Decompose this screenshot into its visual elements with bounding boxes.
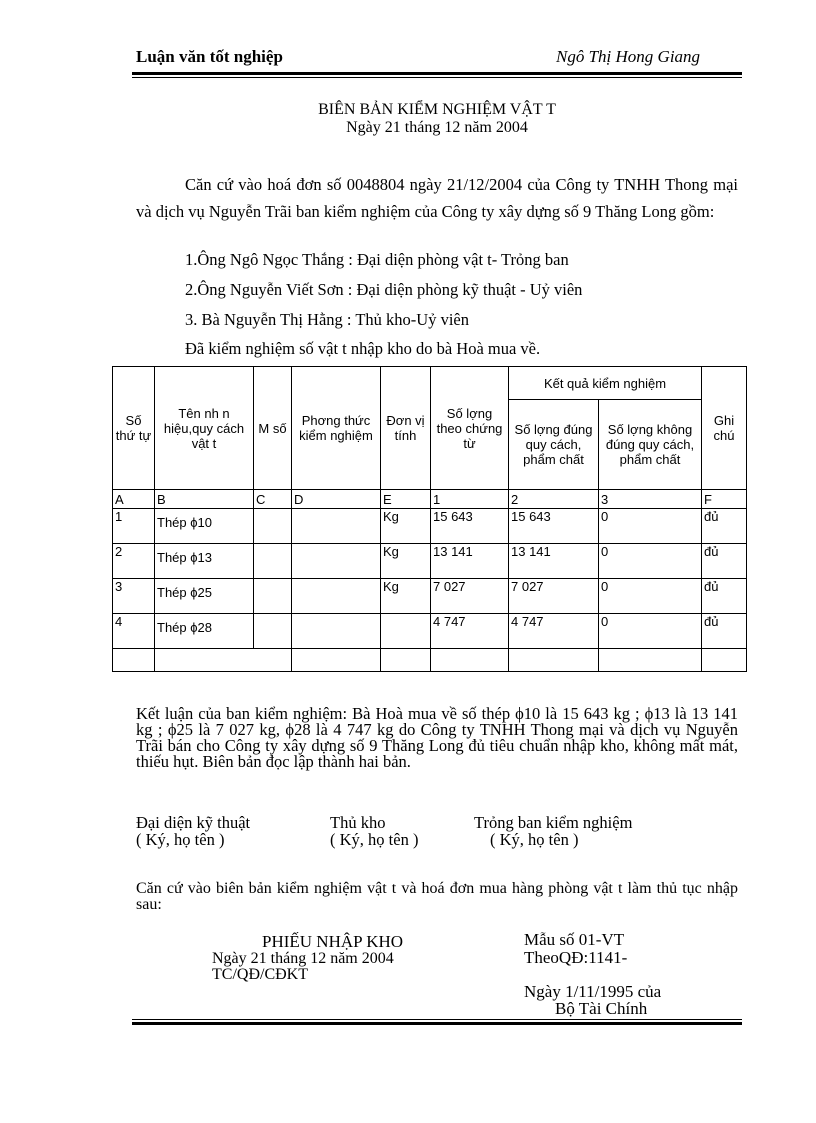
cell-unit: Kg xyxy=(381,544,431,579)
table-row xyxy=(113,509,747,544)
intro-paragraph: Căn cứ vào hoá đơn số 0048804 ngày 21/12/2004 của Công ty TNHH Thong mại và dịch vụ Nguyễn Trãi ban kiểm nghiệm của Công ty xây dựng số 9 Thăng Long gồm: xyxy=(136,175,738,221)
cell-qty-bad: 0 xyxy=(599,579,702,614)
header-rule xyxy=(132,72,742,78)
inspection-table xyxy=(112,366,747,672)
header-code: M số xyxy=(254,367,292,490)
cell-stt: 2 xyxy=(113,544,155,579)
committee-member-1: 1.Ông Ngô Ngọc Thắng : Đại diện phòng vật t- Trỏng ban xyxy=(185,250,569,269)
cell-method xyxy=(292,544,381,579)
cell-unit: Kg xyxy=(381,579,431,614)
cell-name: Thép ϕ10 xyxy=(155,509,254,544)
signature-head-note: ( Ký, họ tên ) xyxy=(490,830,579,849)
cell-method xyxy=(292,579,381,614)
form-number: Mẫu số 01-VT xyxy=(524,930,625,949)
cell-qty-doc: 4 747 xyxy=(431,614,509,649)
signature-storekeeper-role: Thủ kho xyxy=(330,813,386,832)
cell-stt: 4 xyxy=(113,614,155,649)
decision-number: TheoQĐ:1141- xyxy=(524,948,628,967)
letter-cell: A xyxy=(113,490,155,509)
header-qty-ok: Số lợng đúng quy cách, phẩm chất xyxy=(509,400,599,490)
cell-unit: Kg xyxy=(381,509,431,544)
cell-stt: 3 xyxy=(113,579,155,614)
cell-name: Thép ϕ25 xyxy=(155,579,254,614)
conclusion-paragraph: Kết luận của ban kiểm nghiệm: Bà Hoà mua về số thép ϕ10 là 15 643 kg ; ϕ13 là 13 141 kg ; ϕ25 là 7 027 kg, ϕ28 là 4 747 kg do Công ty TNHH Thong mại và dịch vụ Nguyễn Trãi bán cho Công ty xây dựng số 9 Thăng Long đủ tiêu chuẩn nhập kho, không mất mát, thiếu hụt. Biên bản đọc lập thành hai bản. xyxy=(136,704,738,771)
ministry-name: Bộ Tài Chính xyxy=(555,999,648,1018)
table-row xyxy=(113,544,747,579)
letter-cell: F xyxy=(702,490,747,509)
signature-tech-note: ( Ký, họ tên ) xyxy=(136,830,225,849)
footer-rule xyxy=(132,1019,742,1025)
header-qty-bad: Số lợng không đúng quy cách, phẩm chất xyxy=(599,400,702,490)
letter-cell: D xyxy=(292,490,381,509)
decision-date: Ngày 1/11/1995 của xyxy=(524,982,662,1001)
cell-qty-bad: 0 xyxy=(599,544,702,579)
cell-method xyxy=(292,509,381,544)
committee-member-2: 2.Ông Nguyễn Viết Sơn : Đại diện phòng kỹ thuật - Uỷ viên xyxy=(185,280,583,299)
cell-qty-ok: 15 643 xyxy=(509,509,599,544)
cell-note: đủ xyxy=(702,579,747,614)
signature-head-role: Trỏng ban kiểm nghiệm xyxy=(474,813,633,832)
header-note: Ghi chú xyxy=(702,367,747,490)
cell-code xyxy=(254,579,292,614)
letter-cell: 2 xyxy=(509,490,599,509)
header-method: Phơng thức kiểm nghiệm xyxy=(292,367,381,490)
slip-title: PHIẾU NHẬP KHO xyxy=(262,932,404,951)
letter-row xyxy=(113,490,747,509)
signature-storekeeper-note: ( Ký, họ tên ) xyxy=(330,830,419,849)
cell-note: đủ xyxy=(702,544,747,579)
header-qty-doc: Số lợng theo chứng từ xyxy=(431,367,509,490)
letter-cell: E xyxy=(381,490,431,509)
document-date: Ngày 21 tháng 12 năm 2004 xyxy=(346,119,528,136)
cell-code xyxy=(254,544,292,579)
cell-unit xyxy=(381,614,431,649)
cell-note: đủ xyxy=(702,509,747,544)
cell-note: đủ xyxy=(702,614,747,649)
committee-member-3: 3. Bà Nguyễn Thị Hằng : Thủ kho-Uỷ viên xyxy=(185,310,469,329)
document-title: BIÊN BẢN KIỂM NGHIỆM VẬT T xyxy=(318,101,556,118)
header-result-group: Kết quả kiểm nghiệm xyxy=(509,367,702,400)
receipt-basis-paragraph: Căn cứ vào biên bản kiểm nghiệm vật t và hoá đơn mua hàng phòng vật t làm thủ tục nhập sau: xyxy=(136,880,738,913)
slip-date: Ngày 21 tháng 12 năm 2004 xyxy=(212,950,394,967)
cell-qty-ok: 4 747 xyxy=(509,614,599,649)
cell-code xyxy=(254,614,292,649)
table-row xyxy=(113,614,747,649)
checked-statement: Đã kiểm nghiệm số vật t nhập kho do bà Hoà mua về. xyxy=(185,339,541,358)
slip-ref: TC/QĐ/CĐKT xyxy=(212,966,308,983)
cell-method xyxy=(292,614,381,649)
header-thesis-label: Luận văn tốt nghiệp xyxy=(136,47,283,66)
letter-cell: C xyxy=(254,490,292,509)
letter-cell: 3 xyxy=(599,490,702,509)
cell-qty-bad: 0 xyxy=(599,509,702,544)
cell-qty-doc: 15 643 xyxy=(431,509,509,544)
cell-qty-doc: 7 027 xyxy=(431,579,509,614)
cell-qty-ok: 7 027 xyxy=(509,579,599,614)
empty-row xyxy=(113,649,747,672)
cell-stt: 1 xyxy=(113,509,155,544)
signature-tech-role: Đại diện kỹ thuật xyxy=(136,813,251,832)
cell-qty-bad: 0 xyxy=(599,614,702,649)
letter-cell: B xyxy=(155,490,254,509)
cell-name: Thép ϕ13 xyxy=(155,544,254,579)
header-name: Tên nh n hiệu,quy cách vật t xyxy=(155,367,254,490)
header-unit: Đơn vị tính xyxy=(381,367,431,490)
cell-qty-ok: 13 141 xyxy=(509,544,599,579)
table-row xyxy=(113,579,747,614)
header-author: Ngô Thị Hong Giang xyxy=(556,47,701,66)
cell-name: Thép ϕ28 xyxy=(155,614,254,649)
cell-qty-doc: 13 141 xyxy=(431,544,509,579)
header-stt: Số thứ tự xyxy=(113,367,155,490)
cell-code xyxy=(254,509,292,544)
letter-cell: 1 xyxy=(431,490,509,509)
